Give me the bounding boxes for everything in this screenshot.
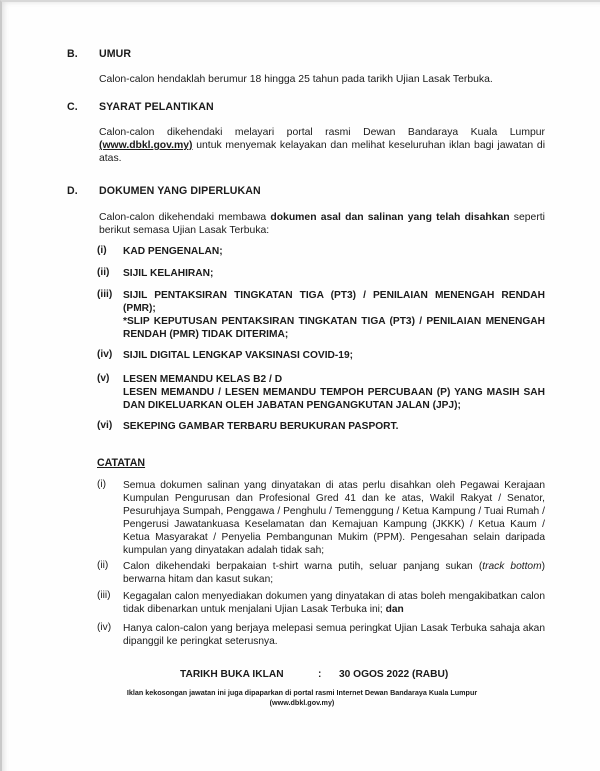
section-b-letter: B. — [67, 48, 78, 60]
document-item: SIJIL KELAHIRAN; — [123, 268, 214, 279]
section-c-title: SYARAT PELANTIKAN — [99, 101, 214, 113]
section-d-title: DOKUMEN YANG DIPERLUKAN — [99, 185, 261, 197]
document-item-line1: SIJIL PENTAKSIRAN TINGKATAN TIGA (PT3) / PENILAIAN MENENGAH RENDAH (PMR); — [123, 290, 545, 314]
section-c-text — [99, 126, 545, 165]
catatan-item-part2: ) berwarna hitam dan kasut sukan; — [123, 561, 545, 585]
section-b-title: UMUR — [99, 48, 132, 60]
footer-note-line1: Iklan kekosongan jawatan ini juga dipaparkan di portal rasmi Internet Dewan Bandaraya Kuala Lumpur — [126, 688, 478, 697]
catatan-title: CATATAN — [97, 457, 146, 469]
catatan-item-number: (ii) — [97, 560, 109, 571]
document-item-number: (i) — [97, 245, 107, 256]
document-item-number: (ii) — [97, 267, 110, 278]
document-item-number: (iii) — [97, 289, 113, 300]
section-d-intro — [99, 211, 545, 237]
section-d-intro-bold: dokumen asal dan salinan yang telah disahkan — [270, 212, 510, 223]
document-item — [123, 373, 545, 412]
section-d-letter: D. — [67, 185, 78, 197]
catatan-item — [123, 560, 545, 586]
catatan-item-italic: track bottom — [482, 561, 542, 572]
section-b-text: Calon-calon hendaklah berumur 18 hingga 25 tahun pada tarikh Ujian Lasak Terbuka. — [99, 74, 493, 85]
document-item: SIJIL DIGITAL LENGKAP VAKSINASI COVID-19; — [123, 350, 354, 361]
document-item-number: (iv) — [97, 349, 113, 360]
catatan-item-number: (iv) — [97, 622, 112, 633]
catatan-item-bold: dan — [385, 604, 404, 615]
section-c-letter: C. — [67, 101, 78, 113]
catatan-item: Semua dokumen salinan yang dinyatakan di atas perlu disahkan oleh Pegawai Kerajaan Kumpulan Pengurusan dan Profesional Gred 41 dan ke atas, Wakil Rakyat / Senator, Pesuruhjaya Sumpah, Penggawa / Penghulu / Temenggung / Ketua Kampung / Tuai Rumah / Pengerusi Jawatankuasa Keselamatan dan Kemajuan Kampung (JKKK) / Ketua Kaum / Ketua Masyarakat / Penyelia Pembangunan Mukim (PPM). Pengesahan selain daripada kumpulan yang dinyatakan adalah tidak sah; — [123, 480, 545, 556]
footer-date: 30 OGOS 2022 (RABU) — [339, 669, 449, 680]
document-item-number: (vi) — [97, 420, 113, 431]
catatan-item-part1: Kegagalan calon menyediakan dokumen yang dinyatakan di atas boleh mengakibatkan calon tidak dibenarkan untuk menjalani Ujian Lasak Terbuka ini; — [123, 591, 545, 615]
dbkl-portal-link[interactable]: (www.dbkl.gov.my) — [99, 140, 193, 151]
catatan-item-number: (i) — [97, 479, 107, 490]
section-d-intro-part2: seperti berikut semasa Ujian Lasak Terbuka: — [99, 212, 545, 236]
document-item-line2: LESEN MEMANDU / LESEN MEMANDU TEMPOH PERCUBAAN (P) YANG MASIH SAH DAN DIKELUARKAN OLEH JABATAN PENGANGKUTAN JALAN (JPJ); — [123, 387, 545, 411]
document-item — [123, 289, 545, 341]
catatan-item: Hanya calon-calon yang berjaya melepasi semua peringkat Ujian Lasak Terbuka sahaja akan dipanggil ke peringkat seterusnya. — [123, 623, 545, 647]
document-item: SEKEPING GAMBAR TERBARU BERUKURAN PASPORT. — [123, 421, 399, 432]
section-c-text-part2: untuk menyemak kelayakan dan melihat keseluruhan iklan bagi jawatan di atas. — [99, 140, 545, 164]
catatan-item — [123, 590, 545, 616]
footer-label: TARIKH BUKA IKLAN — [180, 669, 284, 680]
document-item-number: (v) — [97, 373, 110, 384]
catatan-item-number: (iii) — [97, 590, 111, 601]
footer-note-line2: (www.dbkl.gov.my) — [269, 698, 335, 707]
section-c-text-part1: Calon-calon dikehendaki melayari portal rasmi Dewan Bandaraya Kuala Lumpur — [99, 127, 545, 138]
document-item-line1: LESEN MEMANDU KELAS B2 / D — [123, 374, 283, 385]
section-d-intro-part1: Calon-calon dikehendaki membawa — [99, 212, 267, 223]
document-item-line2: *SLIP KEPUTUSAN PENTAKSIRAN TINGKATAN TIGA (PT3) / PENILAIAN MENENGAH RENDAH (PMR) TIDAK DITERIMA; — [123, 316, 545, 340]
catatan-item-part1: Calon dikehendaki berpakaian t-shirt warna putih, seluar panjang sukan ( — [123, 561, 483, 572]
document-item: KAD PENGENALAN; — [123, 246, 223, 257]
footer-separator: : — [318, 669, 322, 680]
